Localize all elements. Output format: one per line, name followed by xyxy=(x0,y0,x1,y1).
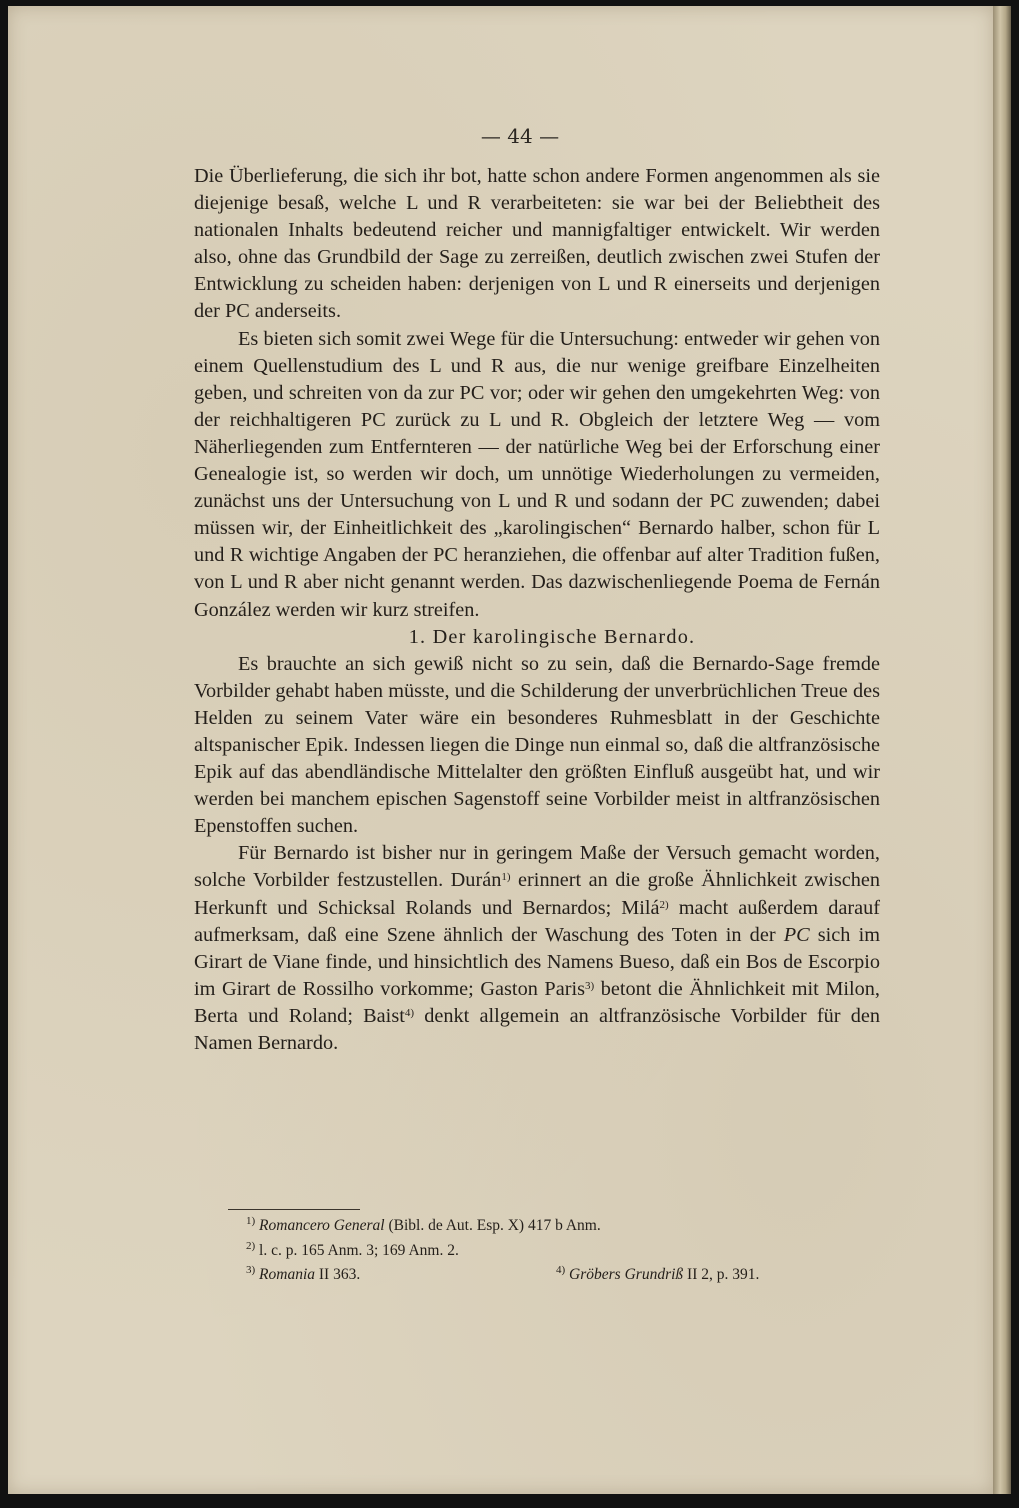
paragraph-3: Es brauchte an sich gewiß nicht so zu sein, daß die Bernardo-Sage fremde Vorbilder gehabt haben müsste, und die Schilderung der unverbrüchlichen Treue des Helden zu seinem Vater wäre ein besonderes Ruhmesblatt in der Geschichte altspanischer Epik. Indessen liegen die Dinge nun einmal so, daß die altfranzösische Epik auf das abendländische Mittelalter den größten Einfluß ausgeübt hat, und wir werden bei manchem epischen Sagenstoff seine Vorbilder meist in altfranzösischen Epenstoffen suchen. xyxy=(194,652,880,838)
body-text xyxy=(194,163,880,1057)
paragraph-2: Es bieten sich somit zwei Wege für die Untersuchung: entweder wir gehen von einem Quellenstudium des L und R aus, die nur wenige greifbare Einzelheiten geben, und schreiten von da zur PC vor; oder wir gehen den umgekehrten Weg: von der reichhaltigeren PC zurück zu L und R. Obgleich der letztere Weg — vom Näherliegenden zum Entfernteren — der natürliche Weg bei der Erforschung einer Genealogie ist, so werden wir doch, um unnötige Wiederholungen zu vermeiden, zunächst uns der Untersuchung von L und R und sodann der PC zuwenden; dabei müssen wir, der Einheitlichkeit des „karolingischen“ Bernardo halber, schon für L und R wichtige Angaben der PC heranziehen, die offenbar auf alter Tradition fußen, von L und R aber nicht genannt werden. Das dazwischenliegende Poema de Fernán González werden wir kurz streifen. xyxy=(194,327,880,621)
paragraph-1: Die Überlieferung, die sich ihr bot, hatte schon andere Formen angenommen als sie diejenige besaß, welche L und R verarbeiteten: sie war bei der Beliebtheit des nationalen Inhalts bedeutend reicher und mannigfaltiger entwickelt. Wir werden also, ohne das Grundbild der Sage zu zerreißen, deutlich zwischen zwei Stufen der Entwicklung zu scheiden haben: derjenigen von L und R einerseits und derjenigen der PC anderseits. xyxy=(194,165,880,323)
footnote-3: $^{3)}$ Romania II 363. xyxy=(246,1264,361,1283)
footnote-4: $^{4)}$ Gröbers Grundriß II 2, p. 391. xyxy=(556,1264,760,1283)
footnote-ref-2[interactable]: 2) xyxy=(659,898,669,911)
footnote-ref-4[interactable]: 4) xyxy=(404,1006,415,1019)
footnote-3-4 xyxy=(246,1263,866,1288)
paragraph-4: Für Bernardo ist bisher nur in geringem Maße der Versuch gemacht worden, solche Vorbilder festzustellen. Durán$^{1)}$ erinnert an die große Ähnlichkeit zwischen Herkunft und Schicksal Rolands und Bernardos; Milá$^{2)}$ macht außerdem darauf aufmerksam, daß eine Szene ähnlich der Waschung des Toten in der PC sich im Girart de Viane finde, und hinsichtlich des Namens Bueso, daß ein Bos de Escorpio im Girart de Rossilho vorkomme; Gaston Paris$^{3)}$ betont die Ähnlichkeit mit Milon, Berta und Roland; Baist$^{4)}$ denkt allgemein an altfranzösische Vorbilder für den Namen Bernardo. xyxy=(194,842,881,1054)
footnotes xyxy=(246,1214,866,1288)
footnote-2: $^{2)}$ l. c. p. 165 Anm. 3; 169 Anm. 2. xyxy=(246,1239,459,1259)
footnote-ref-3[interactable]: 3) xyxy=(585,979,595,992)
page-number: — 44 — xyxy=(480,124,560,148)
footnote-1: $^{1)}$ Romancero General (Bibl. de Aut. Esp. X) 417 b Anm. xyxy=(246,1215,601,1234)
page-edge xyxy=(993,6,1011,1494)
footnote-divider xyxy=(228,1209,360,1210)
footnote-ref-1[interactable]: 1) xyxy=(501,871,511,884)
section-heading: 1. Der karolingische Bernardo. xyxy=(408,625,696,648)
